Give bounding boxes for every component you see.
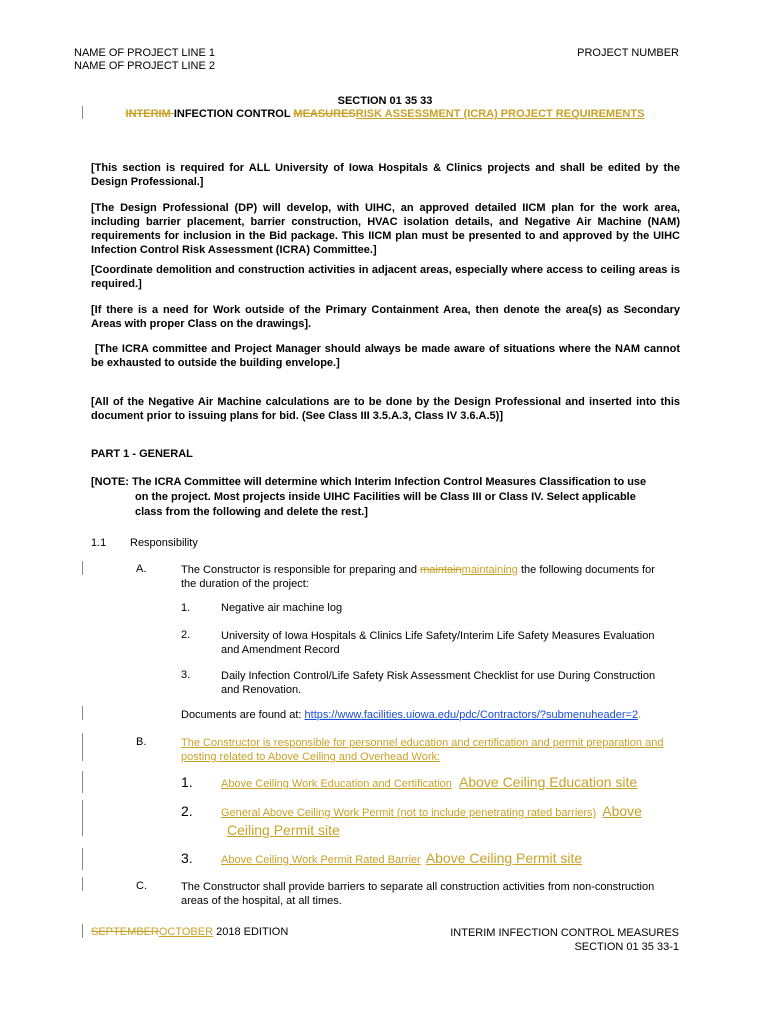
list-item-line: and Renovation. (221, 684, 302, 696)
footer-edition (91, 926, 288, 938)
part1-note-line2: on the project. Most projects inside UIHC Facilities will be Class III or Class IV. Select applicable (135, 491, 636, 503)
section-number: SECTION 01 35 33 (337, 95, 433, 107)
change-bar (82, 924, 83, 938)
paragraph-b-label: B. (136, 736, 147, 748)
documents-prefix: Documents are found at: (181, 709, 305, 721)
list-item-number: 2. (181, 803, 193, 819)
title-infection-control: INFECTION CONTROL (173, 108, 294, 120)
list-item-number: 3. (181, 850, 193, 866)
footer-deleted-month: SEPTEMBER (91, 926, 159, 938)
link-big[interactable]: Above (602, 803, 642, 819)
change-bar (82, 800, 83, 836)
list-item-number: 1. (181, 602, 191, 614)
list-item-line: University of Iowa Hospitals & Clinics Life Safety/Interim Life Safety Measures Evaluation (221, 630, 655, 642)
part1-heading: PART 1 - GENERAL (91, 448, 193, 460)
list-item-line: Daily Infection Control/Life Safety Risk Assessment Checklist for use During Construction (221, 670, 656, 682)
note-4: [If there is a need for Work outside of the Primary Containment Area, then denote the area(s) as Secondary Areas with proper Class on the drawings]. (91, 304, 680, 330)
list-item-number: 3. (181, 669, 191, 681)
title-deleted-measures: MEASURES (293, 108, 356, 120)
change-bar (82, 771, 83, 793)
para-a-inserted: maintaining (461, 564, 518, 576)
note-3: [Coordinate demolition and construction activities in adjacent areas, especially where access to ceiling areas is required.] (91, 264, 680, 290)
paragraph-c (181, 880, 681, 908)
change-bar (82, 848, 83, 870)
list-item (221, 774, 637, 790)
para-c-line1: The Constructor shall provide barriers to separate all construction activities from non-construction (181, 881, 655, 893)
link-big-continued[interactable]: Ceiling Permit site (227, 822, 340, 838)
link-small[interactable]: Above Ceiling Work Permit Rated Barrier (221, 854, 421, 866)
project-number: PROJECT NUMBER (577, 47, 679, 59)
para-c-line2: areas of the hospital, at all times. (181, 895, 342, 907)
footer-edition-text: 2018 EDITION (213, 926, 289, 938)
header-project-name (74, 47, 215, 72)
change-bar (82, 877, 83, 891)
footer-page: SECTION 01 35 33-1 (574, 941, 679, 953)
documents-line (181, 709, 641, 721)
para-b-line1: The Constructor is responsible for personnel education and certification and permit preparation and (181, 737, 664, 749)
project-name-line2: NAME OF PROJECT LINE 2 (74, 60, 215, 72)
list-item (221, 850, 582, 866)
list-item-line: and Amendment Record (221, 644, 340, 656)
title-deleted-interim: INTERIM (125, 108, 174, 120)
change-bar (82, 561, 83, 575)
link-small[interactable]: Above Ceiling Work Education and Certification (221, 778, 452, 790)
paragraph-a-label: A. (136, 563, 147, 575)
paragraph-c-label: C. (136, 880, 147, 892)
documents-link[interactable]: https://www.facilities.uiowa.edu/pdc/Contractors/?submenuheader=2 (304, 709, 639, 721)
note-2: [The Design Professional (DP) will develop, with UIHC, an approved detailed IICM plan for the work area, including barrier placement, barrier construction, HVAC isolation details, and Negative Air Machine (NAM) requirements for inclusion in the Bid package. This IICM plan must be presented to and approved by the UIHC Infection Control Risk Assessment (ICRA) Committee.] (91, 202, 680, 256)
project-name-line1: NAME OF PROJECT LINE 1 (74, 47, 215, 59)
documents-suffix: . (638, 709, 642, 721)
link-big[interactable]: Above Ceiling Permit site (425, 850, 583, 866)
title-inserted-icra: RISK ASSESSMENT (ICRA) PROJECT REQUIREMENTS (355, 108, 645, 120)
para-a-deleted: maintain (420, 564, 462, 576)
note-5: [The ICRA committee and Project Manager should always be made aware of situations where the NAM cannot be exhausted to outside the building envelope.] (91, 343, 684, 369)
part1-note-line1: [NOTE: The ICRA Committee will determine which Interim Infection Control Measures Classification to use (91, 476, 647, 488)
article-title: Responsibility (130, 537, 198, 549)
list-item (221, 629, 654, 657)
paragraph-a (181, 563, 681, 591)
note-1: [This section is required for ALL University of Iowa Hospitals & Clinics projects and shall be edited by the Design Professional.] (91, 162, 680, 188)
para-b-line2: posting related to Above Ceiling and Overhead Work: (181, 751, 441, 763)
list-item (221, 803, 681, 841)
para-a-text-after: the following documents for (517, 564, 655, 576)
footer-title: INTERIM INFECTION CONTROL MEASURES (450, 927, 679, 939)
section-title (0, 108, 770, 120)
list-item (221, 669, 655, 697)
para-a-line2: the duration of the project: (181, 578, 309, 590)
part1-note (91, 475, 646, 520)
list-item-number: 2. (181, 629, 191, 641)
article-number: 1.1 (91, 537, 107, 549)
change-bar (82, 733, 83, 761)
note-6: [All of the Negative Air Machine calculations are to be done by the Design Professional and inserted into this document prior to issuing plans for bid. (See Class III 3.5.A.3, Class IV 3.6.A.5)] (91, 396, 680, 422)
list-item: Negative air machine log (221, 602, 343, 614)
link-small[interactable]: General Above Ceiling Work Permit (not to include penetrating rated barriers) (221, 807, 597, 819)
paragraph-b (181, 736, 681, 764)
link-big[interactable]: Above Ceiling Education site (458, 774, 638, 790)
part1-note-line3: class from the following and delete the rest.] (135, 506, 368, 518)
para-a-text: The Constructor is responsible for preparing and (181, 564, 421, 576)
list-item-number: 1. (181, 774, 193, 790)
footer-inserted-month: OCTOBER (158, 926, 214, 938)
footer-section (450, 926, 679, 954)
change-bar (82, 706, 83, 720)
